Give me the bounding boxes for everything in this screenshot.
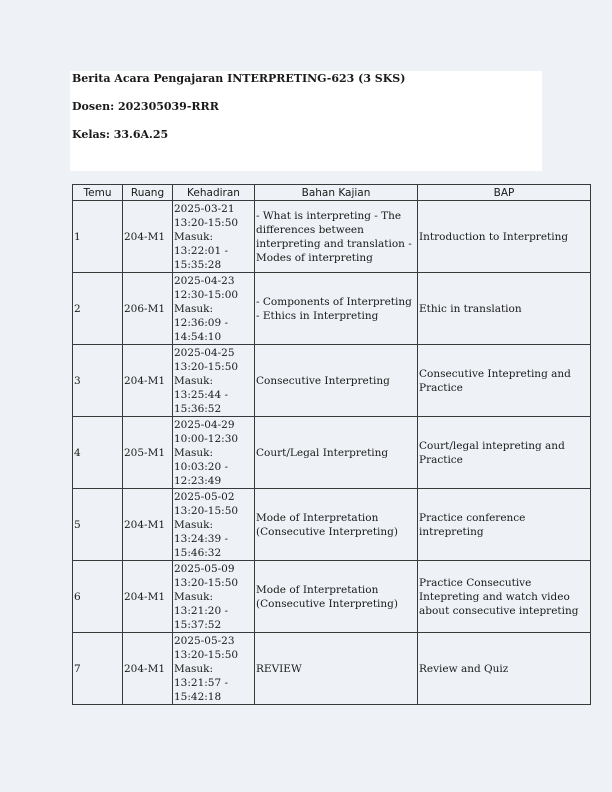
table-row (73, 633, 591, 705)
cell-temu: 3 (73, 345, 123, 417)
table-row (73, 489, 591, 561)
column-header-bahan-kajian: Bahan Kajian (255, 185, 418, 201)
attendance-in: 13:21:20 - (174, 604, 229, 617)
table-row (73, 417, 591, 489)
attendance-out: 15:37:52 (174, 618, 222, 631)
attendance-in: 13:25:44 - (174, 388, 229, 401)
attendance-schedule: 10:00-12:30 (174, 432, 239, 445)
attendance-schedule: 13:20-15:50 (174, 504, 239, 517)
table-row (73, 201, 591, 273)
cell-ruang: 204-M1 (123, 201, 173, 273)
cell-temu: 1 (73, 201, 123, 273)
attendance-label: Masuk: (174, 230, 214, 243)
attendance-schedule: 13:20-15:50 (174, 216, 239, 229)
column-header-ruang: Ruang (123, 185, 173, 201)
attendance-label: Masuk: (174, 662, 214, 675)
cell-bap: Practice conference intrepreting (418, 489, 591, 561)
column-header-temu: Temu (73, 185, 123, 201)
cell-bap: Court/legal intepreting and Practice (418, 417, 591, 489)
cell-temu: 6 (73, 561, 123, 633)
cell-bahan-kajian: - Components of Interpreting - Ethics in Interpreting (255, 273, 418, 345)
table-row (73, 561, 591, 633)
attendance-date: 2025-04-29 (174, 418, 235, 431)
attendance-schedule: 13:20-15:50 (174, 576, 239, 589)
attendance-schedule: 13:20-15:50 (174, 648, 239, 661)
attendance-out: 14:54:10 (174, 330, 222, 343)
attendance-label: Masuk: (174, 374, 214, 387)
attendance-out: 12:23:49 (174, 474, 222, 487)
attendance-out: 15:35:28 (174, 258, 222, 271)
attendance-label: Masuk: (174, 590, 214, 603)
cell-ruang: 205-M1 (123, 417, 173, 489)
attendance-schedule: 12:30-15:00 (174, 288, 239, 301)
attendance-date: 2025-03-21 (174, 202, 235, 215)
cell-kehadiran (173, 201, 255, 273)
attendance-in: 13:21:57 - (174, 676, 229, 689)
attendance-in: 13:24:39 - (174, 532, 229, 545)
cell-ruang: 204-M1 (123, 561, 173, 633)
attendance-label: Masuk: (174, 302, 214, 315)
attendance-date: 2025-05-23 (174, 634, 235, 647)
table-row (73, 345, 591, 417)
cell-kehadiran (173, 345, 255, 417)
column-header-bap: BAP (418, 185, 591, 201)
lecturer-label: Dosen: 202305039-RRR (72, 100, 219, 113)
cell-ruang: 204-M1 (123, 633, 173, 705)
cell-kehadiran (173, 489, 255, 561)
cell-kehadiran (173, 633, 255, 705)
attendance-date: 2025-05-02 (174, 490, 235, 503)
cell-bahan-kajian: REVIEW (255, 633, 418, 705)
cell-kehadiran (173, 273, 255, 345)
table-row (73, 273, 591, 345)
cell-kehadiran (173, 561, 255, 633)
attendance-label: Masuk: (174, 518, 214, 531)
document-title: Berita Acara Pengajaran INTERPRETING-623 (3 SKS) (72, 72, 406, 85)
cell-bahan-kajian: Mode of Interpretation (Consecutive Interpreting) (255, 561, 418, 633)
cell-bahan-kajian: Mode of Interpretation (Consecutive Interpreting) (255, 489, 418, 561)
attendance-in: 13:22:01 - (174, 244, 229, 257)
cell-bap: Practice Consecutive Intepreting and watch video about consecutive intepreting (418, 561, 591, 633)
attendance-schedule: 13:20-15:50 (174, 360, 239, 373)
document-header (70, 71, 542, 171)
table-header-row (73, 185, 591, 201)
attendance-date: 2025-04-25 (174, 346, 235, 359)
attendance-label: Masuk: (174, 446, 214, 459)
cell-bap: Review and Quiz (418, 633, 591, 705)
cell-temu: 4 (73, 417, 123, 489)
attendance-in: 12:36:09 - (174, 316, 229, 329)
attendance-date: 2025-04-23 (174, 274, 235, 287)
cell-ruang: 204-M1 (123, 489, 173, 561)
cell-bahan-kajian: Court/Legal Interpreting (255, 417, 418, 489)
cell-bahan-kajian: Consecutive Interpreting (255, 345, 418, 417)
cell-bap: Consecutive Intepreting and Practice (418, 345, 591, 417)
class-label: Kelas: 33.6A.25 (72, 128, 169, 141)
attendance-date: 2025-05-09 (174, 562, 235, 575)
cell-ruang: 204-M1 (123, 345, 173, 417)
attendance-out: 15:42:18 (174, 690, 222, 703)
cell-bap: Introduction to Interpreting (418, 201, 591, 273)
attendance-out: 15:46:32 (174, 546, 222, 559)
attendance-in: 10:03:20 - (174, 460, 229, 473)
cell-temu: 7 (73, 633, 123, 705)
cell-kehadiran (173, 417, 255, 489)
column-header-kehadiran: Kehadiran (173, 185, 255, 201)
cell-temu: 5 (73, 489, 123, 561)
cell-temu: 2 (73, 273, 123, 345)
cell-bahan-kajian: - What is interpreting - The differences between interpreting and translation - Modes of interpreting (255, 201, 418, 273)
cell-ruang: 206-M1 (123, 273, 173, 345)
attendance-out: 15:36:52 (174, 402, 222, 415)
cell-bap: Ethic in translation (418, 273, 591, 345)
teaching-report-table (72, 184, 591, 705)
